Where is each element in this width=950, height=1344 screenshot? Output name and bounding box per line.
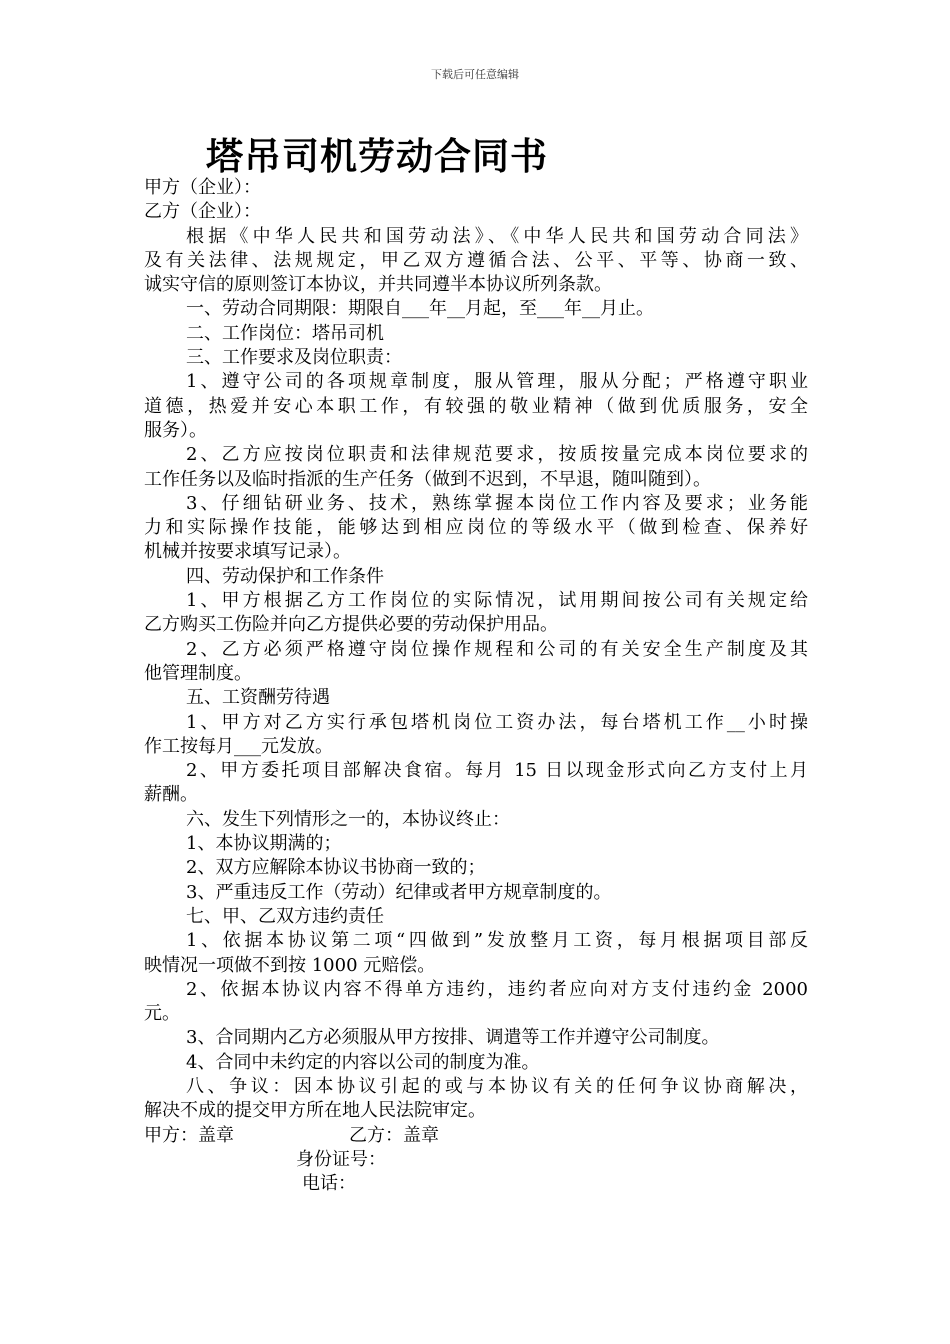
party-a-signature: 甲方：盖章: [144, 1124, 234, 1146]
clause-line: 他管理制度。: [144, 662, 252, 684]
section-heading-termination: 六、发生下列情形之一的，本协议终止：: [186, 808, 510, 830]
clause-line: 1、甲方根据乙方工作岗位的实际情况，试用期间按公司有关规定给: [186, 590, 808, 612]
document-title: 塔吊司机劳动合同书: [206, 135, 548, 178]
clause-dispute: 八、争议：因本协议引起的或与本协议有关的任何争议协商解决，: [186, 1075, 808, 1097]
clause-line: 4、合同中未约定的内容以公司的制度为准。: [186, 1051, 540, 1073]
clause-dispute: 解决不成的提交甲方所在地人民法院审定。: [144, 1100, 486, 1122]
preamble-line: 根据《中华人民共和国劳动法》、《中华人民共和国劳动合同法》: [186, 225, 808, 247]
clause-line: 薪酬。: [144, 784, 198, 806]
clause-line: 3、合同期内乙方必须服从甲方按排、调遣等工作并遵守公司制度。: [186, 1027, 720, 1049]
section-heading-duties: 三、工作要求及岗位职责：: [186, 347, 402, 369]
preamble-line: 诚实守信的原则签订本协议，并共同遵半本协议所列条款。: [144, 274, 612, 296]
clause-line: 2、乙方应按岗位职责和法律规范要求，按质按量完成本岗位要求的: [186, 444, 808, 466]
party-b-line: 乙方（企业）：: [144, 201, 261, 223]
clause-line: 作工按每月___元发放。: [144, 735, 333, 757]
clause-line: 2、依据本协议内容不得单方违约，违约者应向对方支付违约金 2000: [186, 978, 808, 1000]
section-heading-protection: 四、劳动保护和工作条件: [186, 565, 384, 587]
clause-line: 2、甲方委托项目部解决食宿。每月 15 日以现金形式向乙方支付上月: [186, 760, 808, 782]
clause-line: 3、仔细钻研业务、技术，熟练掌握本岗位工作内容及要求；业务能: [186, 492, 808, 514]
clause-line: 1、甲方对乙方实行承包塔机岗位工资办法，每台塔机工作__小时操: [186, 711, 808, 733]
clause-line: 1、依据本协议第二项“四做到”发放整月工资，每月根据项目部反: [186, 930, 808, 952]
section-heading-pay: 五、工资酬劳待遇: [186, 687, 330, 709]
signature-row: [144, 1124, 808, 1148]
preamble-line: 及有关法律、法规规定，甲乙双方遵循合法、公平、平等、协商一致、: [144, 249, 808, 271]
contract-body: [144, 176, 808, 1196]
clause-contract-term: 一、劳动合同期限：期限自___年__月起，至___年__月止。: [186, 298, 654, 320]
clause-line: 工作任务以及临时指派的生产任务（做到不迟到，不早退，随叫随到）。: [144, 468, 711, 490]
clause-position: 二、工作岗位：塔吊司机: [186, 322, 384, 344]
section-heading-liability: 七、甲、乙双方违约责任: [186, 905, 384, 927]
header-note: 下载后可任意编辑: [431, 68, 519, 81]
clause-line: 1、遵守公司的各项规章制度，服从管理，服从分配；严格遵守职业: [186, 371, 808, 393]
clause-line: 乙方购买工伤险并向乙方提供必要的劳动保护用品。: [144, 614, 558, 636]
clause-line: 元。: [144, 1003, 180, 1025]
clause-line: 1、本协议期满的；: [186, 833, 342, 855]
phone-label: 电话：: [302, 1173, 356, 1195]
clause-line: 力和实际操作技能，能够达到相应岗位的等级水平（做到检查、保养好: [144, 517, 808, 539]
clause-line: 映情况一项做不到按 1000 元赔偿。: [144, 954, 436, 976]
clause-line: 服务）。: [144, 419, 207, 441]
party-b-signature: 乙方：盖章: [349, 1124, 439, 1146]
clause-line: 2、双方应解除本协议书协商一致的；: [186, 857, 486, 879]
clause-line: 2、乙方必须严格遵守岗位操作规程和公司的有关安全生产制度及其: [186, 638, 808, 660]
clause-line: 道德，热爱并安心本职工作，有较强的敬业精神（做到优质服务，安全: [144, 395, 808, 417]
clause-line: 3、严重违反工作（劳动）纪律或者甲方规章制度的。: [186, 881, 612, 903]
id-number-label: 身份证号：: [296, 1148, 386, 1170]
clause-line: 机械并按要求填写记录）。: [144, 541, 351, 563]
party-a-line: 甲方（企业）：: [144, 177, 261, 198]
